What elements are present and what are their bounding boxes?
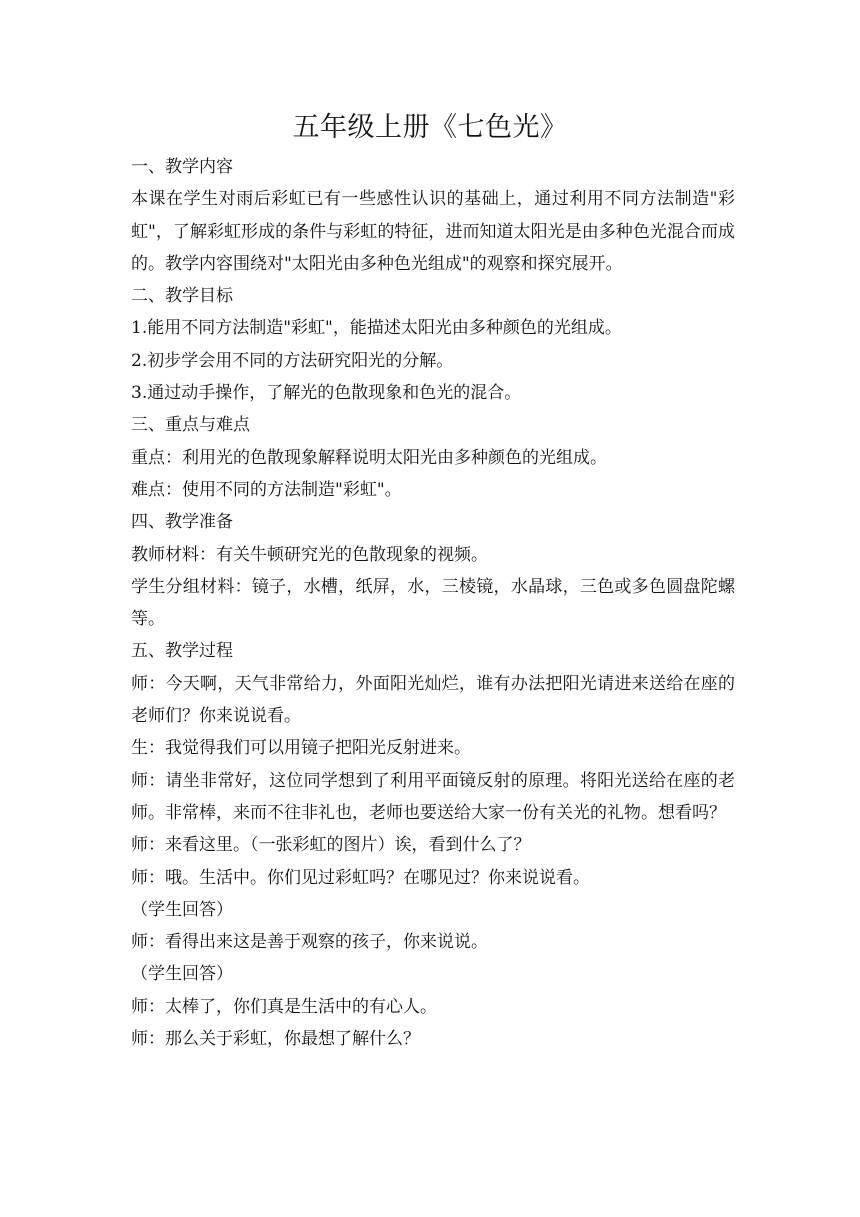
document-title: 五年级上册《七色光》 xyxy=(292,112,568,143)
teacher-materials: 教师材料：有关牛顿研究光的色散现象的视频。 xyxy=(131,544,488,565)
dialogue-line: 师：今天啊，天气非常给力，外面阳光灿烂，谁有办法把阳光请进来送给在座的老师们？你来说说看。 xyxy=(131,673,735,727)
dialogue-line: 师：来看这里。（一张彩虹的图片）诶，看到什么了？ xyxy=(131,835,531,856)
key-point: 重点：利用光的色散现象解释说明太阳光由多种颜色的光组成。 xyxy=(131,447,607,468)
goal-item-2: 2.初步学会用不同的方法研究阳光的分解。 xyxy=(131,350,454,371)
dialogue-line: 师：哦。生活中。你们见过彩虹吗？在哪见过？你来说说看。 xyxy=(131,867,590,888)
section-heading-content: 一、教学内容 xyxy=(131,157,233,177)
goal-item-3: 3.通过动手操作，了解光的色散现象和色光的混合。 xyxy=(131,383,522,404)
student-materials: 学生分组材料：镜子，水槽，纸屏，水，三棱镜，水晶球，三色或多色圆盘陀螺等。 xyxy=(131,576,735,630)
dialogue-line: 师：请坐非常好，这位同学想到了利用平面镜反射的原理。将阳光送给在座的老师。非常棒，来而不往非礼也，老师也要送给大家一份有关光的礼物。想看吗？ xyxy=(131,770,735,823)
section-heading-key-points: 三、重点与难点 xyxy=(131,415,250,436)
dialogue-line: 生：我觉得我们可以用镜子把阳光反射进来。 xyxy=(131,738,471,759)
content-paragraph: 本课在学生对雨后彩虹已有一些感性认识的基础上，通过利用不同方法制造"彩虹"，了解彩虹形成的条件与彩虹的特征，进而知道太阳光是由多种色光混合而成的。教学内容围绕对"太阳光由多种色光组成"的观察和探究展开。 xyxy=(131,189,735,274)
goal-item-1: 1.能用不同方法制造"彩虹"，能描述太阳光由多种颜色的光组成。 xyxy=(131,318,622,339)
difficult-point: 难点：使用不同的方法制造"彩虹"。 xyxy=(131,479,402,500)
dialogue-line: 师：看得出来这是善于观察的孩子，你来说说。 xyxy=(131,932,488,953)
section-heading-goals: 二、教学目标 xyxy=(131,286,233,307)
document-body xyxy=(131,151,735,1055)
dialogue-line: （学生回答） xyxy=(131,964,233,985)
dialogue-line: （学生回答） xyxy=(131,899,233,920)
section-heading-process: 五、教学过程 xyxy=(131,641,233,662)
dialogue-line: 师：太棒了，你们真是生活中的有心人。 xyxy=(131,996,437,1017)
dialogue-line: 师：那么关于彩虹，你最想了解什么？ xyxy=(131,1029,420,1050)
section-heading-preparation: 四、教学准备 xyxy=(131,512,233,533)
